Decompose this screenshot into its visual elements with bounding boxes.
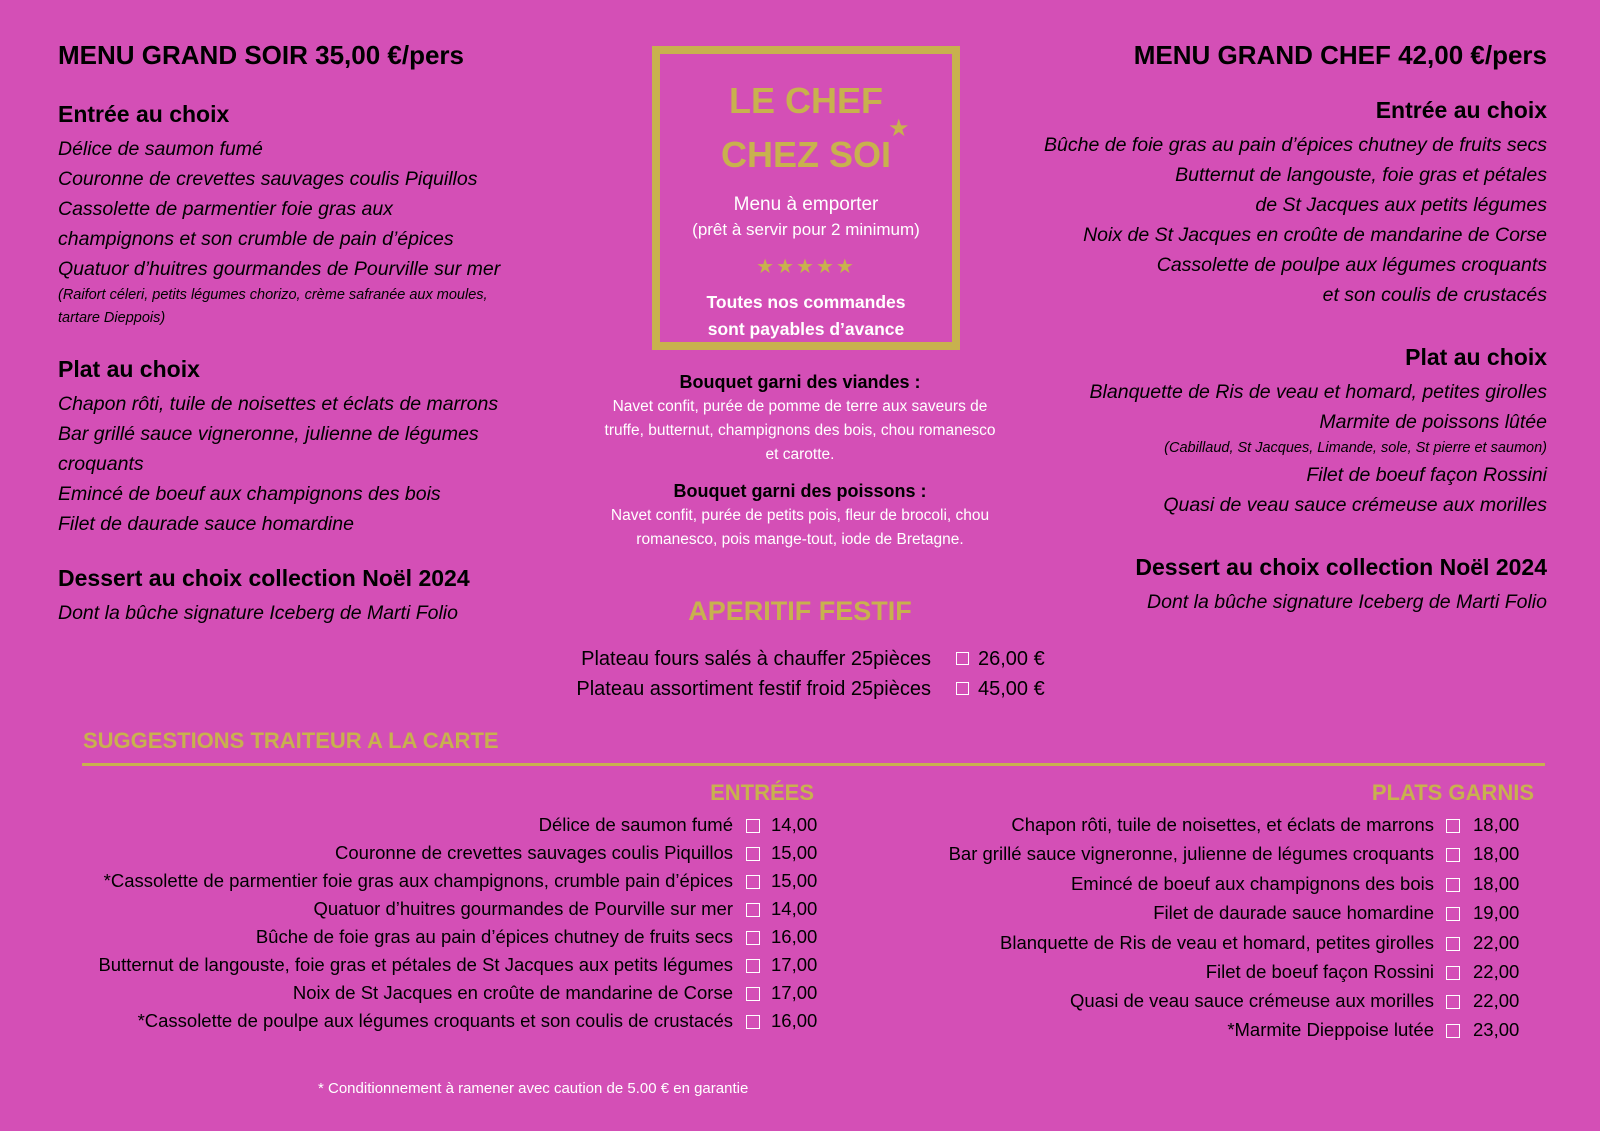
menu-item: Filet de boeuf façon Rossini [1306, 464, 1547, 486]
dish-label: Noix de St Jacques en croûte de mandarine de Corse [292, 982, 733, 1003]
dish-label: *Cassolette de parmentier foie gras aux champignons, crumble pain d’épices [103, 870, 733, 891]
list-item [0, 814, 1600, 842]
menu-section [58, 356, 578, 539]
dish-price: 22,00 [1473, 932, 1520, 953]
order-checkbox[interactable] [1446, 819, 1460, 833]
dish-label: Délice de saumon fumé [538, 814, 733, 835]
menu-item: Chapon rôti, tuile de noisettes et éclats de marrons [58, 393, 499, 415]
garnish-fish-text: Navet confit, purée de petits pois, fleur de brocoli, chou romanesco, pois mange-tout, iode de Bretagne. [610, 507, 990, 548]
caution-note: * Conditionnement à ramener avec caution de 5.00 € en garantie [318, 1080, 749, 1097]
garnish-meat-text: Navet confit, purée de pomme de terre aux saveurs de truffe, butternut, champignons des bois, chou romanesco et carotte. [604, 398, 996, 463]
aperitif-price: 26,00 € [978, 648, 1045, 670]
dish-price: 17,00 [771, 954, 818, 975]
menu-title: MENU GRAND SOIR 35,00 €/pers [58, 40, 465, 70]
aperitif-label: Plateau assortiment festif froid 25pièces [576, 678, 931, 700]
section-title: Entrée au choix [58, 101, 230, 127]
prepaid-line: Toutes nos commandes [706, 292, 906, 312]
aperitif-title: APERITIF FESTIF [688, 596, 912, 626]
dish-price: 18,00 [1473, 873, 1520, 894]
dish-label: Filet de boeuf façon Rossini [1205, 961, 1434, 982]
dish-price: 23,00 [1473, 1019, 1520, 1040]
menu-title: MENU GRAND CHEF 42,00 €/pers [1133, 40, 1547, 70]
menu-item: Couronne de crevettes sauvages coulis Piquillos [58, 168, 478, 190]
dish-price: 18,00 [1473, 843, 1520, 864]
dish-price: 19,00 [1473, 902, 1520, 923]
order-checkbox[interactable] [1446, 907, 1460, 921]
section-title: Dessert au choix collection Noël 2024 [58, 565, 470, 591]
list-item [0, 873, 1600, 901]
menu-item: Emincé de boeuf aux champignons des bois [58, 483, 441, 505]
dish-price: 15,00 [771, 842, 818, 863]
order-checkbox[interactable] [956, 682, 969, 695]
garnish-fish-title: Bouquet garni des poissons : [673, 481, 927, 501]
aperitif-label: Plateau fours salés à chauffer 25pièces [581, 648, 931, 670]
minimum-label: (prêt à servir pour 2 minimum) [692, 220, 920, 239]
menu-section [927, 554, 1547, 617]
dish-label: Blanquette de Ris de veau et homard, petites girolles [1000, 932, 1434, 953]
dish-label: Emincé de boeuf aux champignons des bois [1070, 873, 1434, 894]
prepaid-notice [660, 289, 952, 343]
dish-price: 16,00 [771, 1010, 818, 1031]
prepaid-line: sont payables d’avance [707, 319, 905, 339]
dish-label: Quatuor d’huitres gourmandes de Pourville sur mer [313, 898, 733, 919]
menu-item: Filet de daurade sauce homardine [58, 513, 354, 535]
menu-section [58, 565, 578, 628]
aperitif-price: 45,00 € [978, 678, 1045, 700]
menu-item: Cassolette de poulpe aux légumes croquants [1156, 254, 1547, 276]
dish-price: 22,00 [1473, 961, 1520, 982]
stars-rating-icon: ★★★★★ [756, 256, 856, 278]
list-item [0, 1019, 1600, 1047]
menu-item: Dont la bûche signature Iceberg de Marti Folio [58, 602, 458, 624]
list-item [0, 932, 1600, 960]
list-item [0, 990, 1600, 1018]
order-checkbox[interactable] [1446, 848, 1460, 862]
garnish-meat-title: Bouquet garni des viandes : [679, 372, 921, 392]
order-checkbox[interactable] [1446, 937, 1460, 951]
entrees-title: ENTRÉES [710, 780, 814, 805]
menu-item: champignons et son crumble de pain d’épices [58, 228, 454, 250]
menu-item: Quasi de veau sauce crémeuse aux morilles [1163, 494, 1547, 516]
menu-item: et son coulis de crustacés [1322, 284, 1547, 306]
menu-item: Butternut de langouste, foie gras et pétales [1175, 164, 1547, 186]
divider [82, 763, 1545, 766]
dish-price: 22,00 [1473, 990, 1520, 1011]
order-checkbox[interactable] [1446, 878, 1460, 892]
menu-grand-chef [927, 40, 1547, 643]
menu-item: Blanquette de Ris de veau et homard, petites girolles [1089, 381, 1547, 403]
logo-box [652, 46, 960, 350]
list-item [0, 902, 1600, 930]
order-checkbox[interactable] [1446, 1024, 1460, 1038]
menu-grand-soir [58, 40, 578, 654]
suggestions-title: SUGGESTIONS TRAITEUR A LA CARTE [83, 728, 499, 753]
menu-item-note: (Cabillaud, St Jacques, Limande, sole, St pierre et saumon) [1164, 440, 1547, 456]
menu-item: de St Jacques aux petits légumes [1255, 194, 1547, 216]
dish-label: *Marmite Dieppoise lutée [1227, 1019, 1434, 1040]
takeaway-label: Menu à emporter [733, 194, 879, 215]
menu-item: Bûche de foie gras au pain d’épices chutney de fruits secs [1044, 134, 1547, 156]
dish-label: Bûche de foie gras au pain d’épices chutney de fruits secs [255, 926, 733, 947]
menu-item: Marmite de poissons lûtée [1319, 411, 1547, 433]
list-item [0, 961, 1600, 989]
menu-item: Dont la bûche signature Iceberg de Marti Folio [1147, 591, 1547, 613]
dish-label: Filet de daurade sauce homardine [1153, 902, 1434, 923]
dish-price: 14,00 [771, 898, 818, 919]
menu-item: Noix de St Jacques en croûte de mandarine de Corse [1083, 224, 1547, 246]
dish-label: Butternut de langouste, foie gras et pétales de St Jacques aux petits légumes [98, 954, 733, 975]
dish-price: 17,00 [771, 982, 818, 1003]
section-title: Dessert au choix collection Noël 2024 [1135, 554, 1547, 580]
dish-price: 14,00 [771, 814, 818, 835]
order-checkbox[interactable] [956, 652, 969, 665]
dish-label: *Cassolette de poulpe aux légumes croquants et son coulis de crustacés [137, 1010, 733, 1031]
menu-item: Quatuor d’huitres gourmandes de Pourville sur mer [58, 258, 501, 280]
menu-item: Bar grillé sauce vigneronne, julienne de légumes croquants [58, 423, 479, 475]
plats-title: PLATS GARNIS [1371, 780, 1534, 805]
dish-label: Chapon rôti, tuile de noisettes, et éclats de marrons [1011, 814, 1434, 835]
menu-section [927, 344, 1547, 520]
section-title: Plat au choix [58, 356, 200, 382]
dish-price: 15,00 [771, 870, 818, 891]
list-item [0, 843, 1600, 871]
menu-item-note: (Raifort céleri, petits légumes chorizo, crème safranée aux moules, tartare Dieppois) [58, 287, 488, 326]
dish-label: Couronne de crevettes sauvages coulis Piquillos [335, 842, 733, 863]
menu-section [58, 101, 578, 330]
menu-section [927, 97, 1547, 310]
logo-title-line2: CHEZ SOI [720, 134, 891, 175]
dish-label: Bar grillé sauce vigneronne, julienne de légumes croquants [948, 843, 1434, 864]
dish-price: 18,00 [1473, 814, 1520, 835]
star-icon: ★ [888, 115, 910, 142]
order-checkbox[interactable] [1446, 995, 1460, 1009]
menu-item: Cassolette de parmentier foie gras aux [58, 198, 393, 220]
dish-price: 16,00 [771, 926, 818, 947]
section-title: Plat au choix [1405, 344, 1547, 370]
logo-title-line1: LE CHEF [728, 80, 883, 121]
dish-label: Quasi de veau sauce crémeuse aux morilles [1069, 990, 1434, 1011]
section-title: Entrée au choix [1375, 97, 1547, 123]
menu-item: Délice de saumon fumé [58, 138, 263, 160]
order-checkbox[interactable] [1446, 966, 1460, 980]
